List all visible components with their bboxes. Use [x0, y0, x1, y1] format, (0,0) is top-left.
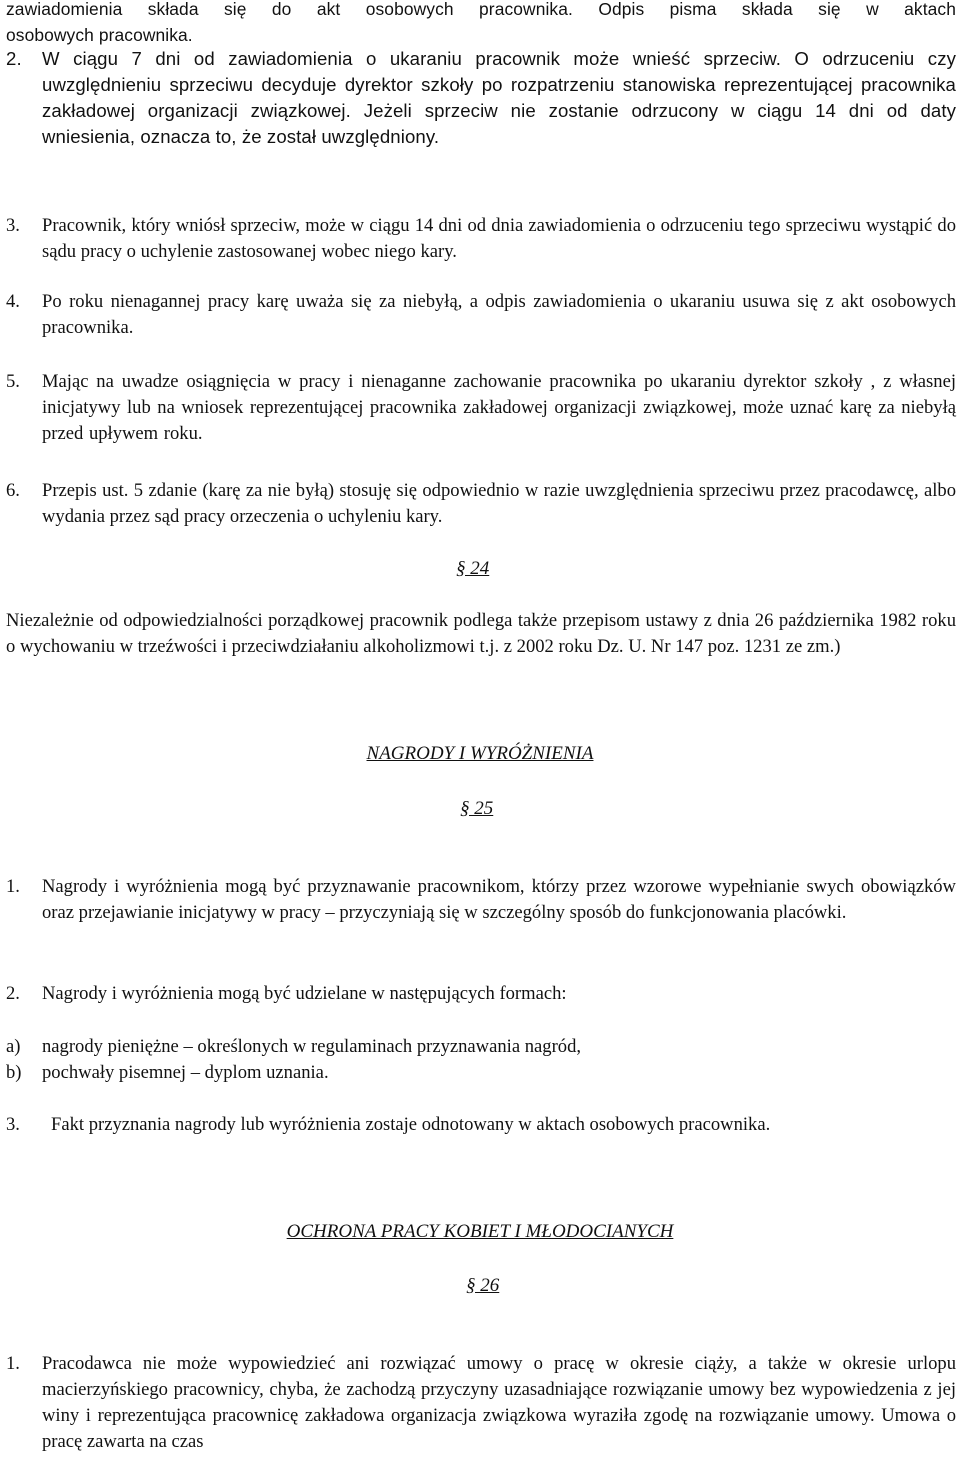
continued-paragraph: [6, 0, 956, 48]
section-24-label: § 24: [456, 558, 490, 579]
paragraph-23-point-3: [6, 213, 956, 265]
awards-point-2: [6, 981, 956, 1007]
point-text: Pracodawca nie może wypowiedzieć ani rozwiązać umowy o pracę w okresie ciąży, a także w okresie urlopu macierzyńskiego pracownicy, chyba, że zachodzą przyczyny uzasadniające rozwiązanie umowy bez wypowiedzenia z jej winy i reprezentująca pracownicę zakładowa organizacja związkowa wyraziła zgodę na rozwiązanie umowy. Umowa o pracę zawarta na czas: [42, 1353, 956, 1452]
point-number: 6.: [6, 480, 20, 501]
point-number: 4.: [6, 291, 20, 312]
protection-heading: OCHRONA PRACY KOBIET I MŁODOCIANYCH: [286, 1221, 674, 1242]
list-letter: a): [6, 1036, 21, 1057]
point-text: Nagrody i wyróżnienia mogą być przyznawanie pracownikom, którzy przez wzorowe wypełnianie swych obowiązków oraz przejawianie inicjatywy w pracy – przyczyniają się w szczególny sposób do funkcjonowania placówki.: [42, 876, 956, 923]
point-number: 2.: [6, 983, 20, 1004]
point-number: 1.: [6, 876, 20, 897]
list-text: pochwały pisemnej – dyplom uznania.: [42, 1062, 329, 1083]
awards-point-3: [6, 1112, 956, 1138]
paragraph-23-point-6: [6, 478, 956, 530]
continued-line-1: zawiadomienia składa się do akt osobowych pracownika. Odpis pisma składa się w aktach: [6, 0, 956, 19]
paragraph-23-point-5: [6, 369, 956, 447]
list-letter: b): [6, 1062, 22, 1083]
point-number: 2.: [6, 48, 22, 69]
section-24-text: Niezależnie od odpowiedzialności porządkowej pracownik podlega także przepisom ustawy z dnia 26 października 1982 roku o wychowaniu w trzeźwości i przeciwdziałaniu alkoholizmowi t.j. z 2002 roku Dz. U. Nr 147 poz. 1231 ze zm.): [6, 610, 956, 657]
awards-form-b: [6, 1060, 956, 1086]
point-number: 3.: [6, 215, 20, 236]
point-text: Pracownik, który wniósł sprzeciw, może w ciągu 14 dni od dnia zawiadomienia o odrzuceniu tego sprzeciwu wystąpić do sądu pracy o uchylenie zastosowanej wobec niego kary.: [42, 215, 956, 262]
protection-point-1: [6, 1351, 956, 1455]
paragraph-23-point-2: [6, 46, 956, 150]
point-text: Przepis ust. 5 zdanie (karę za nie byłą) stosuję się odpowiednio w razie uwzględnienia sprzeciwu przez pracodawcę, albo wydania przez sąd pracy orzeczenia o uchyleniu kary.: [42, 480, 956, 527]
section-26-label: § 26: [466, 1275, 500, 1296]
awards-heading: NAGRODY I WYRÓŻNIENIA: [366, 743, 594, 764]
list-text: nagrody pieniężne – określonych w regulaminach przyznawania nagród,: [42, 1036, 582, 1057]
point-text: Nagrody i wyróżnienia mogą być udzielane w następujących formach:: [42, 983, 567, 1004]
point-number: 5.: [6, 371, 20, 392]
section-25-label: § 25: [460, 798, 494, 819]
paragraph-23-point-4: [6, 289, 956, 341]
point-text: Po roku nienagannej pracy karę uważa się za niebyłą, a odpis zawiadomienia o ukaraniu usuwa się z akt osobowych pracownika.: [42, 291, 956, 338]
point-text: W ciągu 7 dni od zawiadomienia o ukaraniu pracownik może wnieść sprzeciw. O odrzuceniu czy uwzględnieniu sprzeciwu decyduje dyrektor szkoły po rozpatrzeniu stanowiska reprezentującej pracownika zakładowej organizacji związkowej. Jeżeli sprzeciw nie zostanie odrzucony w ciągu 14 dni od daty wniesienia, oznacza to, że został uwzględniony.: [42, 48, 956, 147]
continued-line-2: osobowych pracownika.: [6, 25, 193, 45]
awards-form-a: [6, 1034, 956, 1060]
point-number: 3.: [6, 1114, 20, 1135]
point-number: 1.: [6, 1353, 20, 1374]
awards-point-1: [6, 874, 956, 926]
point-text: Fakt przyznania nagrody lub wyróżnienia zostaje odnotowany w aktach osobowych pracownika.: [51, 1114, 771, 1135]
point-text: Mając na uwadze osiągnięcia w pracy i nienaganne zachowanie pracownika po ukaraniu dyrektor szkoły , z własnej inicjatywy lub na wniosek reprezentującej pracownika zakładowej organizacji związkowej, może uznać karę za niebyłą przed upływem roku.: [42, 371, 956, 444]
